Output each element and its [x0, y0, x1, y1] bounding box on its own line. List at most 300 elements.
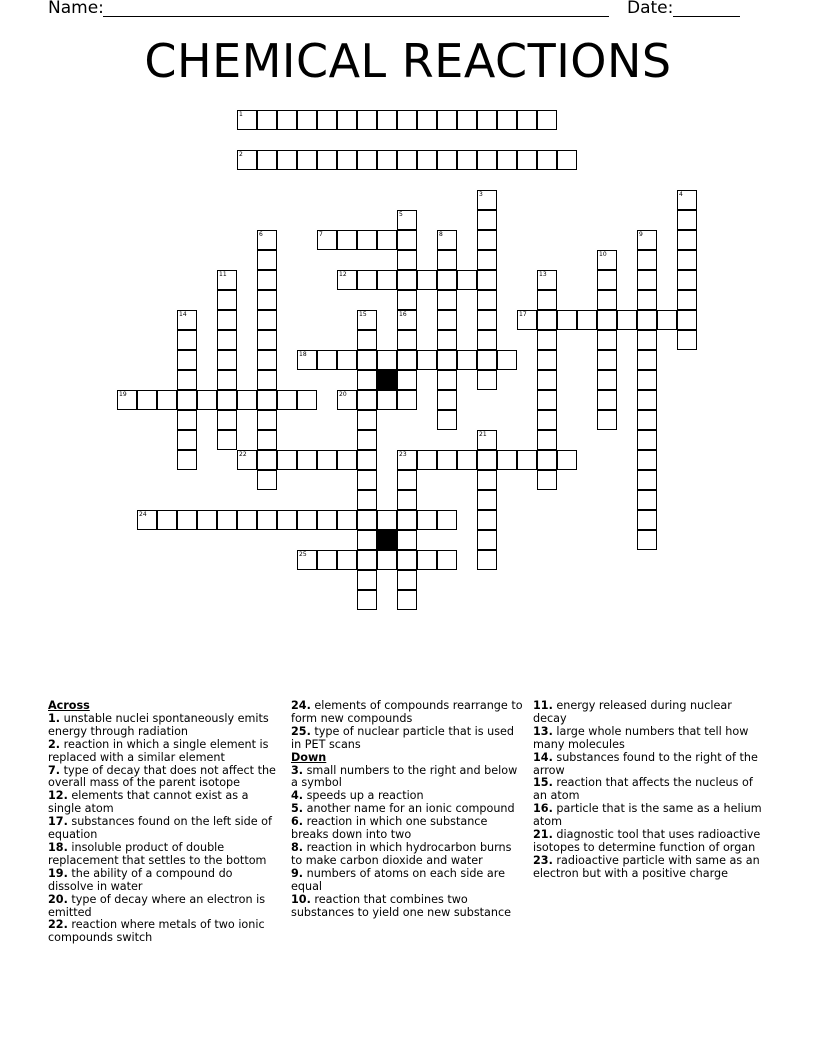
crossword-cell[interactable] [437, 250, 457, 270]
crossword-cell[interactable] [177, 510, 197, 530]
crossword-cell[interactable] [357, 150, 377, 170]
crossword-cell[interactable] [437, 450, 457, 470]
crossword-cell[interactable] [457, 450, 477, 470]
clue-item [48, 765, 280, 791]
crossword-cell[interactable] [477, 310, 497, 330]
crossword-cell[interactable] [397, 210, 417, 230]
crossword-cell[interactable] [537, 290, 557, 310]
clue-item-number: 17. [48, 815, 68, 829]
clue-item [48, 790, 280, 816]
crossword-cell[interactable] [437, 110, 457, 130]
crossword-cell[interactable] [137, 390, 157, 410]
clue-item-number: 24. [291, 699, 311, 712]
crossword-cell[interactable] [477, 470, 497, 490]
clues-column-2 [291, 700, 523, 919]
crossword-cell[interactable] [417, 550, 437, 570]
crossword-cell[interactable] [277, 450, 297, 470]
crossword-cell[interactable] [177, 330, 197, 350]
crossword-cell[interactable] [537, 390, 557, 410]
crossword-cell[interactable] [377, 510, 397, 530]
crossword-cell[interactable] [677, 190, 697, 210]
crossword-cell[interactable] [557, 450, 577, 470]
crossword-cell[interactable] [677, 290, 697, 310]
crossword-cell[interactable] [257, 410, 277, 430]
clue-item-text: reaction that combines two substances to yield one new substance [291, 892, 512, 919]
crossword-cell[interactable] [297, 150, 317, 170]
crossword-cell[interactable] [477, 190, 497, 210]
crossword-cell[interactable] [437, 410, 457, 430]
crossword-cell[interactable] [397, 310, 417, 330]
crossword-cell[interactable] [137, 510, 157, 530]
crossword-cell[interactable] [257, 330, 277, 350]
crossword-cell[interactable] [457, 350, 477, 370]
clue-item-number: 16. [533, 802, 553, 816]
crossword-cell[interactable] [457, 110, 477, 130]
crossword-cell[interactable] [357, 550, 377, 570]
crossword-cell[interactable] [497, 110, 517, 130]
crossword-cell[interactable] [297, 450, 317, 470]
crossword-cell[interactable] [677, 310, 697, 330]
clue-item-text: type of decay where an electron is emitted [48, 892, 266, 919]
crossword-cell[interactable] [417, 150, 437, 170]
crossword-cell[interactable] [397, 490, 417, 510]
crossword-cell[interactable] [637, 530, 657, 550]
crossword-cell[interactable] [637, 350, 657, 370]
crossword-cell[interactable] [377, 150, 397, 170]
clue-number: 7 [319, 231, 323, 238]
crossword-cell[interactable] [477, 270, 497, 290]
crossword-cell[interactable] [537, 330, 557, 350]
crossword-cell[interactable] [357, 470, 377, 490]
crossword-cell[interactable] [397, 290, 417, 310]
crossword-cell[interactable] [657, 310, 677, 330]
crossword-cell[interactable] [177, 310, 197, 330]
crossword-cell[interactable] [317, 150, 337, 170]
crossword-cell[interactable] [597, 330, 617, 350]
crossword-cell[interactable] [257, 290, 277, 310]
crossword-cell[interactable] [217, 390, 237, 410]
clue-item-number: 8. [291, 840, 304, 854]
clue-item-text: another name for an ionic compound [303, 802, 515, 816]
clue-item-text: large whole numbers that tell how many molecules [533, 724, 749, 751]
crossword-cell[interactable] [357, 330, 377, 350]
clue-number: 22 [239, 451, 247, 458]
crossword-cell[interactable] [637, 470, 657, 490]
crossword-cell[interactable] [597, 350, 617, 370]
crossword-cell[interactable] [277, 510, 297, 530]
clue-number: 15 [359, 311, 367, 318]
crossword-cell[interactable] [477, 450, 497, 470]
crossword-cell[interactable] [517, 110, 537, 130]
crossword-cell[interactable] [477, 370, 497, 390]
crossword-cell[interactable] [597, 390, 617, 410]
crossword-cell[interactable] [437, 310, 457, 330]
crossword-cell[interactable] [357, 270, 377, 290]
crossword-cell[interactable] [377, 550, 397, 570]
crossword-cell[interactable] [337, 450, 357, 470]
crossword-cell[interactable] [397, 530, 417, 550]
clue-item-text: particle that is the same as a helium atom [533, 802, 762, 829]
crossword-cell[interactable] [537, 450, 557, 470]
crossword-cell[interactable] [217, 510, 237, 530]
crossword-cell[interactable] [677, 230, 697, 250]
crossword-cell[interactable] [157, 390, 177, 410]
crossword-cell[interactable] [357, 530, 377, 550]
clue-item [533, 752, 765, 778]
crossword-cell[interactable] [437, 370, 457, 390]
crossword-cell[interactable] [357, 310, 377, 330]
crossword-cell[interactable] [437, 510, 457, 530]
crossword-cell[interactable] [277, 390, 297, 410]
crossword-cell[interactable] [217, 430, 237, 450]
crossword-cell[interactable] [317, 230, 337, 250]
date-label: Date: [627, 0, 679, 18]
crossword-cell[interactable] [337, 350, 357, 370]
clue-item-number: 13. [533, 724, 553, 738]
clue-item-number: 7. [48, 763, 61, 777]
crossword-cell[interactable] [637, 330, 657, 350]
clue-item-number: 22. [48, 918, 68, 932]
clue-item-number: 14. [533, 750, 553, 764]
crossword-cell[interactable] [397, 510, 417, 530]
crossword-cell[interactable] [477, 490, 497, 510]
clue-item [291, 894, 523, 920]
crossword-cell[interactable] [417, 510, 437, 530]
crossword-cell[interactable] [257, 110, 277, 130]
crossword-cell[interactable] [397, 330, 417, 350]
crossword-cell[interactable] [357, 410, 377, 430]
crossword-cell[interactable] [377, 350, 397, 370]
crossword-cell[interactable] [257, 510, 277, 530]
crossword-cell[interactable] [457, 270, 477, 290]
crossword-cell[interactable] [437, 230, 457, 250]
crossword-cell[interactable] [377, 110, 397, 130]
crossword-cell[interactable] [397, 570, 417, 590]
crossword-cell[interactable] [457, 150, 477, 170]
crossword-cell[interactable] [637, 230, 657, 250]
crossword-cell[interactable] [257, 470, 277, 490]
crossword-cell[interactable] [177, 430, 197, 450]
crossword-cell[interactable] [537, 410, 557, 430]
crossword-cell[interactable] [197, 390, 217, 410]
crossword-cell[interactable] [477, 510, 497, 530]
clue-item-text: unstable nuclei spontaneously emits energy through radiation [48, 711, 269, 738]
crossword-cell[interactable] [637, 430, 657, 450]
crossword-cell[interactable] [317, 450, 337, 470]
crossword-cell[interactable] [357, 230, 377, 250]
crossword-cell[interactable] [297, 550, 317, 570]
clue-number: 10 [599, 251, 607, 258]
crossword-cell[interactable] [257, 390, 277, 410]
crossword-cell[interactable] [397, 250, 417, 270]
crossword-cell[interactable] [337, 110, 357, 130]
crossword-cell[interactable] [417, 350, 437, 370]
clue-item-text: reaction where metals of two ionic compounds switch [48, 918, 265, 945]
clue-item-text: reaction in which a single element is replaced with a similar element [48, 737, 269, 764]
crossword-cell[interactable] [357, 350, 377, 370]
crossword-cell[interactable] [357, 590, 377, 610]
crossword-cell[interactable] [597, 250, 617, 270]
crossword-cell[interactable] [477, 290, 497, 310]
crossword-cell[interactable] [337, 150, 357, 170]
clue-item-text: type of decay that does not affect the overall mass of the parent isotope [48, 763, 276, 790]
clue-item [533, 829, 765, 855]
crossword-cell[interactable] [177, 350, 197, 370]
crossword-cell[interactable] [277, 110, 297, 130]
crossword-cell[interactable] [357, 390, 377, 410]
crossword-cell[interactable] [377, 230, 397, 250]
crossword-cell[interactable] [337, 270, 357, 290]
crossword-cell[interactable] [637, 270, 657, 290]
crossword-cell[interactable] [397, 370, 417, 390]
crossword-cell[interactable] [297, 510, 317, 530]
crossword-cell[interactable] [397, 550, 417, 570]
crossword-cell[interactable] [477, 150, 497, 170]
crossword-cell[interactable] [357, 490, 377, 510]
crossword-cell[interactable] [537, 270, 557, 290]
crossword-cell[interactable] [397, 470, 417, 490]
clue-item-text: energy released during nuclear decay [533, 699, 732, 725]
crossword-cell[interactable] [377, 390, 397, 410]
clue-number: 24 [139, 511, 147, 518]
clue-item [291, 765, 523, 791]
clue-item [533, 855, 765, 881]
crossword-cell[interactable] [677, 330, 697, 350]
crossword-cell[interactable] [597, 410, 617, 430]
crossword-cell[interactable] [477, 530, 497, 550]
crossword-cell[interactable] [497, 150, 517, 170]
crossword-cell[interactable] [337, 230, 357, 250]
crossword-cell[interactable] [257, 370, 277, 390]
crossword-cell[interactable] [257, 150, 277, 170]
clue-item [48, 842, 280, 868]
crossword-cell[interactable] [677, 270, 697, 290]
crossword-cell[interactable] [357, 110, 377, 130]
crossword-cell[interactable] [357, 370, 377, 390]
crossword-cell[interactable] [437, 330, 457, 350]
crossword-cell[interactable] [597, 310, 617, 330]
crossword-cell[interactable] [297, 390, 317, 410]
clue-item-text: elements that cannot exist as a single atom [48, 789, 249, 816]
clue-number: 9 [639, 231, 643, 238]
crossword-cell[interactable] [637, 490, 657, 510]
crossword-cell[interactable] [177, 410, 197, 430]
crossword-cell[interactable] [477, 330, 497, 350]
crossword-cell[interactable] [217, 330, 237, 350]
clue-item-number: 25. [291, 724, 311, 738]
crossword-cell[interactable] [437, 150, 457, 170]
crossword-cell[interactable] [497, 350, 517, 370]
crossword-cell[interactable] [257, 270, 277, 290]
crossword-cell[interactable] [157, 510, 177, 530]
crossword-cell[interactable] [677, 250, 697, 270]
crossword-cell[interactable] [557, 310, 577, 330]
crossword-cell[interactable] [257, 230, 277, 250]
clue-number: 14 [179, 311, 187, 318]
clue-item [48, 816, 280, 842]
clue-item-number: 21. [533, 828, 553, 842]
clue-item-number: 9. [291, 866, 304, 880]
clue-item-text: type of nuclear particle that is used in PET scans [291, 724, 515, 751]
crossword-cell[interactable] [577, 310, 597, 330]
clue-item [533, 700, 765, 726]
crossword-cell[interactable] [477, 210, 497, 230]
crossword-cell[interactable] [637, 250, 657, 270]
clue-number: 6 [259, 231, 263, 238]
crossword-cell[interactable] [397, 110, 417, 130]
crossword-cell[interactable] [437, 350, 457, 370]
clue-item-text: reaction that affects the nucleus of an atom [533, 776, 753, 803]
crossword-cell[interactable] [217, 270, 237, 290]
crossword-cell[interactable] [357, 570, 377, 590]
crossword-cell[interactable] [237, 110, 257, 130]
name-label: Name: [48, 0, 110, 18]
crossword-cell[interactable] [397, 450, 417, 470]
crossword-cell[interactable] [477, 110, 497, 130]
crossword-cell[interactable] [517, 150, 537, 170]
crossword-cell[interactable] [517, 450, 537, 470]
clue-number: 19 [119, 391, 127, 398]
crossword-cell[interactable] [177, 450, 197, 470]
crossword-cell[interactable] [257, 250, 277, 270]
clue-item-text: insoluble product of double replacement that settles to the bottom [48, 840, 267, 867]
clue-item-text: radioactive particle with same as an electron but with a positive charge [533, 853, 760, 880]
crossword-cell[interactable] [477, 230, 497, 250]
clue-item [291, 868, 523, 894]
crossword-cell[interactable] [537, 310, 557, 330]
crossword-cell[interactable] [257, 350, 277, 370]
crossword-cell[interactable] [477, 350, 497, 370]
crossword-cell[interactable] [397, 230, 417, 250]
crossword-cell[interactable] [217, 350, 237, 370]
crossword-cell[interactable] [417, 450, 437, 470]
crossword-cell[interactable] [337, 550, 357, 570]
crossword-cell[interactable] [297, 350, 317, 370]
crossword-cell[interactable] [317, 510, 337, 530]
clue-item-number: 18. [48, 840, 68, 854]
crossword-cell[interactable] [537, 370, 557, 390]
crossword-cell[interactable] [217, 410, 237, 430]
black-square [377, 370, 397, 390]
clue-item-text: substances found on the left side of equation [48, 815, 272, 842]
clue-number: 20 [339, 391, 347, 398]
crossword-cell[interactable] [357, 510, 377, 530]
crossword-cell[interactable] [437, 550, 457, 570]
clue-item-text: reaction in which hydrocarbon burns to make carbon dioxide and water [291, 840, 512, 867]
clue-item [48, 919, 280, 945]
clue-item-text: diagnostic tool that uses radioactive isotopes to determine function of organ [533, 828, 761, 854]
crossword-cell[interactable] [217, 370, 237, 390]
crossword-cell[interactable] [497, 450, 517, 470]
crossword-cell[interactable] [637, 290, 657, 310]
clue-number: 8 [439, 231, 443, 238]
crossword-cell[interactable] [637, 370, 657, 390]
crossword-cell[interactable] [437, 270, 457, 290]
crossword-cell[interactable] [237, 450, 257, 470]
crossword-cell[interactable] [617, 310, 637, 330]
crossword-cell[interactable] [257, 430, 277, 450]
crossword-cell[interactable] [537, 430, 557, 450]
crossword-cell[interactable] [397, 150, 417, 170]
crossword-cell[interactable] [337, 510, 357, 530]
clue-item [48, 713, 280, 739]
crossword-cell[interactable] [237, 150, 257, 170]
crossword-cell[interactable] [637, 510, 657, 530]
crossword-cell[interactable] [357, 450, 377, 470]
crossword-cell[interactable] [637, 450, 657, 470]
clue-number: 25 [299, 551, 307, 558]
crossword-cell[interactable] [537, 150, 557, 170]
crossword-cell[interactable] [317, 350, 337, 370]
crossword-cell[interactable] [677, 210, 697, 230]
crossword-cell[interactable] [357, 430, 377, 450]
crossword-cell[interactable] [237, 390, 257, 410]
crossword-cell[interactable] [417, 270, 437, 290]
crossword-cell[interactable] [197, 510, 217, 530]
crossword-cell[interactable] [397, 350, 417, 370]
crossword-cell[interactable] [537, 470, 557, 490]
crossword-cell[interactable] [397, 270, 417, 290]
crossword-cell[interactable] [557, 150, 577, 170]
clue-number: 5 [399, 211, 403, 218]
crossword-cell[interactable] [637, 410, 657, 430]
clue-item [291, 816, 523, 842]
crossword-cell[interactable] [317, 110, 337, 130]
crossword-cell[interactable] [277, 150, 297, 170]
clue-item-text: elements of compounds rearrange to form new compounds [291, 699, 523, 725]
crossword-cell[interactable] [477, 250, 497, 270]
crossword-cell[interactable] [417, 110, 437, 130]
clue-number: 21 [479, 431, 487, 438]
clue-number: 13 [539, 271, 547, 278]
crossword-cell[interactable] [297, 110, 317, 130]
crossword-cell[interactable] [477, 430, 497, 450]
crossword-cell[interactable] [117, 390, 137, 410]
crossword-cell[interactable] [537, 110, 557, 130]
crossword-cell[interactable] [217, 290, 237, 310]
crossword-cell[interactable] [257, 450, 277, 470]
crossword-cell[interactable] [437, 290, 457, 310]
crossword-cell[interactable] [397, 590, 417, 610]
clues-column-1 [48, 700, 280, 945]
crossword-cell[interactable] [237, 510, 257, 530]
clue-item-number: 23. [533, 853, 553, 867]
clue-item [533, 777, 765, 803]
crossword-cell[interactable] [437, 390, 457, 410]
crossword-cell[interactable] [317, 550, 337, 570]
crossword-cell[interactable] [537, 350, 557, 370]
crossword-cell[interactable] [597, 370, 617, 390]
crossword-cell[interactable] [477, 550, 497, 570]
clue-number: 17 [519, 311, 527, 318]
crossword-cell[interactable] [377, 270, 397, 290]
crossword-cell[interactable] [597, 290, 617, 310]
clue-item-number: 12. [48, 789, 68, 803]
crossword-cell[interactable] [637, 310, 657, 330]
clue-number: 23 [399, 451, 407, 458]
crossword-cell[interactable] [217, 310, 237, 330]
crossword-cell[interactable] [597, 270, 617, 290]
crossword-cell[interactable] [637, 390, 657, 410]
crossword-cell[interactable] [517, 310, 537, 330]
clues-column-3 [533, 700, 765, 881]
crossword-cell[interactable] [257, 310, 277, 330]
crossword-cell[interactable] [177, 390, 197, 410]
clue-item-text: reaction in which one substance breaks down into two [291, 815, 488, 842]
crossword-cell[interactable] [177, 370, 197, 390]
crossword-cell[interactable] [337, 390, 357, 410]
crossword-cell[interactable] [397, 390, 417, 410]
